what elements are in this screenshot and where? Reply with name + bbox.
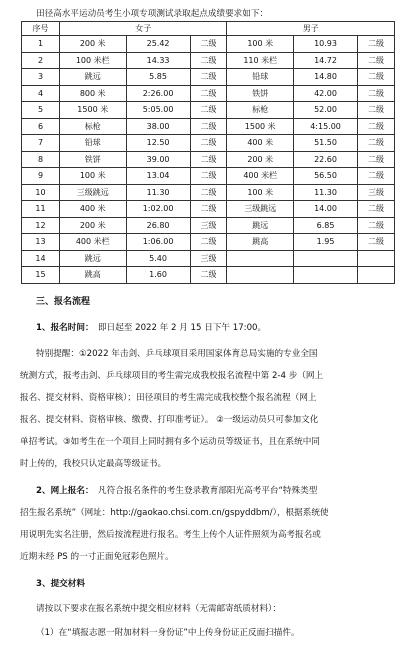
notice-line: 单招考试。③如考生在一个项目上同时拥有多个运动员等级证书，且在系统中同: [20, 437, 320, 447]
female-level-cell: 二级: [190, 184, 227, 201]
male-score-cell: 42.00: [293, 85, 357, 102]
female-event-cell: 400 米栏: [60, 234, 127, 251]
female-event-cell: 200 米: [60, 36, 127, 53]
female-score-cell: 1:02.00: [126, 201, 190, 218]
male-score-cell: 22.60: [293, 151, 357, 168]
male-event-cell: 100 米: [227, 36, 294, 53]
female-level-cell: 二级: [190, 151, 227, 168]
male-level-cell: 二级: [358, 52, 395, 69]
male-level-cell: 二级: [358, 201, 395, 218]
female-event-cell: 铁饼: [60, 151, 127, 168]
male-level-cell: 二级: [358, 85, 395, 102]
male-score-cell: 14.72: [293, 52, 357, 69]
female-level-cell: 二级: [190, 85, 227, 102]
male-event-cell: 跳高: [227, 234, 294, 251]
table-row: [22, 118, 395, 135]
row-index-cell: 14: [22, 250, 60, 267]
male-level-cell: 三级: [358, 184, 395, 201]
female-score-cell: 39.00: [126, 151, 190, 168]
online-registration-line: 近期未经 PS 的一寸正面免冠彩色照片。: [20, 552, 174, 562]
female-event-cell: 三级跳远: [60, 184, 127, 201]
materials-title: 3、提交材料: [36, 579, 85, 589]
male-level-cell: 二级: [358, 168, 395, 185]
header-female: 女子: [60, 22, 227, 36]
online-registration-line: 用说明先实名注册，然后按流程进行报名。考生上传个人证件照须为高考报名或: [20, 530, 321, 540]
table-row: [22, 250, 395, 267]
male-score-cell: 14.00: [293, 201, 357, 218]
female-event-cell: 200 米: [60, 217, 127, 234]
row-index-cell: 1: [22, 36, 60, 53]
female-score-cell: 2:26.00: [126, 85, 190, 102]
row-index-cell: 9: [22, 168, 60, 185]
table-row: [22, 102, 395, 119]
male-event-cell: 400 米栏: [227, 168, 294, 185]
male-score-cell: 52.00: [293, 102, 357, 119]
admission-standards-table: [21, 21, 395, 284]
female-score-cell: 11.30: [126, 184, 190, 201]
male-score-cell: 51.50: [293, 135, 357, 152]
table-row: [22, 151, 395, 168]
female-level-cell: 二级: [190, 168, 227, 185]
male-event-cell: 铁饼: [227, 85, 294, 102]
row-index-cell: 7: [22, 135, 60, 152]
table-row: [22, 168, 395, 185]
materials-line: 请按以下要求在报名系统中提交相应材料（无需邮寄纸质材料）：: [36, 604, 281, 614]
female-score-cell: 14.33: [126, 52, 190, 69]
female-score-cell: 26.80: [126, 217, 190, 234]
male-level-cell: 二级: [358, 36, 395, 53]
row-index-cell: 8: [22, 151, 60, 168]
male-level-cell: 二级: [358, 234, 395, 251]
male-level-cell: 二级: [358, 217, 395, 234]
male-score-cell: 6.85: [293, 217, 357, 234]
female-event-cell: 1500 米: [60, 102, 127, 119]
male-event-cell: 三级跳远: [227, 201, 294, 218]
male-event-cell: 跳远: [227, 217, 294, 234]
table-header-row: [22, 22, 395, 36]
registration-time-text: 即日起至 2022 年 2 月 15 日下午 17:00。: [98, 323, 267, 333]
female-score-cell: 25.42: [126, 36, 190, 53]
male-event-cell: 100 米: [227, 184, 294, 201]
row-index-cell: 12: [22, 217, 60, 234]
female-level-cell: 二级: [190, 52, 227, 69]
female-score-cell: 5.40: [126, 250, 190, 267]
materials-line: （1）在“填报志愿一附加材料一身份证”中上传身份证正反面扫描件。: [36, 628, 300, 638]
male-event-cell: 400 米: [227, 135, 294, 152]
female-score-cell: 5.85: [126, 69, 190, 86]
male-level-cell: 二级: [358, 118, 395, 135]
female-event-cell: 铅球: [60, 135, 127, 152]
table-row: [22, 267, 395, 284]
female-level-cell: 二级: [190, 102, 227, 119]
female-event-cell: 400 米: [60, 201, 127, 218]
female-score-cell: 1:06.00: [126, 234, 190, 251]
male-event-cell: [227, 267, 294, 284]
female-level-cell: 三级: [190, 217, 227, 234]
table-row: [22, 217, 395, 234]
male-level-cell: 二级: [358, 135, 395, 152]
male-event-cell: 铅球: [227, 69, 294, 86]
notice-line: 统测方式，报考击剑、乒乓球项目的考生需完成我校报名流程中第 2-4 步（网上: [20, 371, 324, 381]
row-index-cell: 4: [22, 85, 60, 102]
online-registration-label: 2、网上报名：: [36, 486, 94, 496]
male-event-cell: 1500 米: [227, 118, 294, 135]
notice-line: 时上传的，我校只认定最高等级证书。: [20, 459, 167, 469]
header-index: 序号: [22, 22, 60, 36]
female-level-cell: 二级: [190, 201, 227, 218]
male-score-cell: 4:15.00: [293, 118, 357, 135]
female-event-cell: 跳远: [60, 69, 127, 86]
registration-time-label: 1、报名时间：: [36, 323, 94, 333]
notice-line: 报名、提交材料、资格审核）；田径项目的考生需完成我校整个报名流程（网上: [20, 393, 317, 403]
female-level-cell: 二级: [190, 118, 227, 135]
row-index-cell: 3: [22, 69, 60, 86]
female-level-cell: 二级: [190, 135, 227, 152]
male-score-cell: 1.95: [293, 234, 357, 251]
male-level-cell: 二级: [358, 102, 395, 119]
female-event-cell: 标枪: [60, 118, 127, 135]
male-score-cell: 14.80: [293, 69, 357, 86]
male-level-cell: 二级: [358, 69, 395, 86]
male-event-cell: 200 米: [227, 151, 294, 168]
female-score-cell: 13.04: [126, 168, 190, 185]
table-intro: 田径高水平运动员考生小项专项测试录取起点成绩要求如下：: [36, 9, 269, 19]
table-row: [22, 36, 395, 53]
male-score-cell: [293, 250, 357, 267]
female-score-cell: 1.60: [126, 267, 190, 284]
table-row: [22, 184, 395, 201]
male-level-cell: 二级: [358, 151, 395, 168]
table-body: [22, 36, 395, 284]
table-row: [22, 135, 395, 152]
online-registration-line: 招生报名系统”（网址：http://gaokao.chsi.com.cn/gspyddbm/），根据系统使: [20, 508, 329, 518]
online-registration-line: 凡符合报名条件的考生登录教育部阳光高考平台“特殊类型: [98, 486, 318, 496]
table-row: [22, 69, 395, 86]
female-level-cell: 二级: [190, 267, 227, 284]
female-event-cell: 100 米: [60, 168, 127, 185]
table-row: [22, 201, 395, 218]
row-index-cell: 10: [22, 184, 60, 201]
notice-line: 报名、提交材料、资格审核、缴费、打印准考证）。 ②一级运动员只可参加文化: [20, 415, 319, 425]
female-level-cell: 二级: [190, 234, 227, 251]
male-score-cell: 56.50: [293, 168, 357, 185]
table-row: [22, 85, 395, 102]
female-event-cell: 跳高: [60, 267, 127, 284]
table-row: [22, 234, 395, 251]
female-score-cell: 5:05.00: [126, 102, 190, 119]
female-level-cell: 三级: [190, 250, 227, 267]
female-event-cell: 800 米: [60, 85, 127, 102]
row-index-cell: 2: [22, 52, 60, 69]
section-heading-registration: 三、报名流程: [36, 297, 91, 307]
male-score-cell: 10.93: [293, 36, 357, 53]
female-event-cell: 100 米栏: [60, 52, 127, 69]
female-score-cell: 12.50: [126, 135, 190, 152]
row-index-cell: 13: [22, 234, 60, 251]
female-level-cell: 二级: [190, 36, 227, 53]
row-index-cell: 11: [22, 201, 60, 218]
male-event-cell: 标枪: [227, 102, 294, 119]
male-event-cell: [227, 250, 294, 267]
row-index-cell: 6: [22, 118, 60, 135]
male-score-cell: [293, 267, 357, 284]
male-score-cell: 11.30: [293, 184, 357, 201]
table-row: [22, 52, 395, 69]
header-male: 男子: [227, 22, 395, 36]
notice-line: 特别提醒：①2022 年击剑、乒乓球项目采用国家体育总局实施的专业全国: [36, 349, 318, 359]
male-event-cell: 110 米栏: [227, 52, 294, 69]
female-level-cell: 二级: [190, 69, 227, 86]
female-event-cell: 跳远: [60, 250, 127, 267]
row-index-cell: 5: [22, 102, 60, 119]
male-level-cell: [358, 250, 395, 267]
row-index-cell: 15: [22, 267, 60, 284]
male-level-cell: [358, 267, 395, 284]
female-score-cell: 38.00: [126, 118, 190, 135]
